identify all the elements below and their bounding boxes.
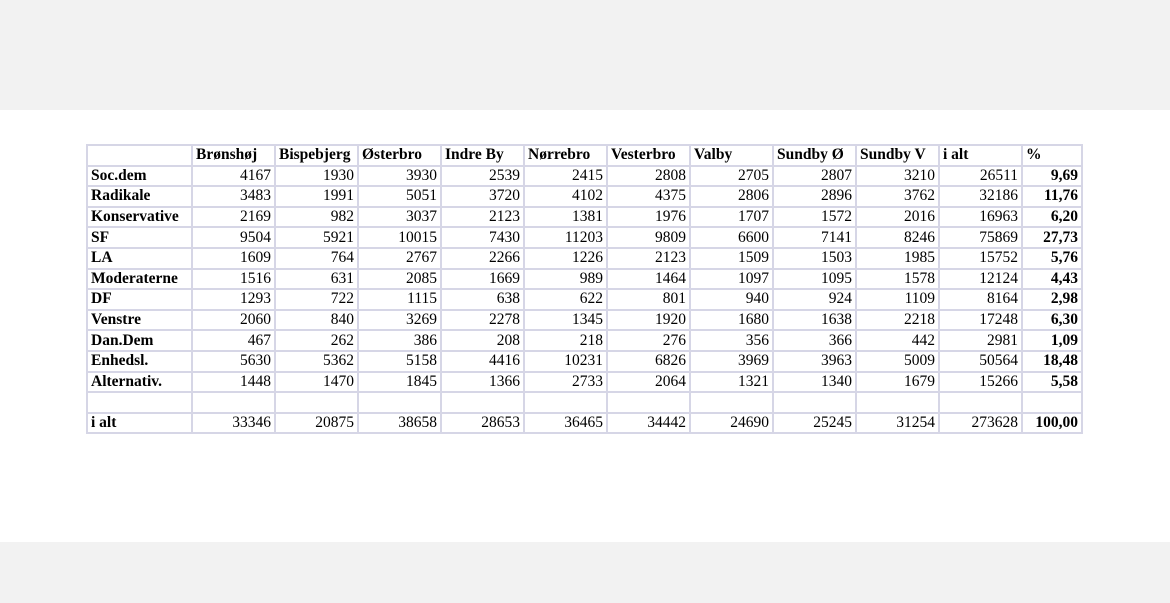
vote-count-cell: 3930: [358, 166, 441, 187]
vote-count-cell: 2123: [607, 248, 690, 269]
vote-count-cell: 924: [773, 289, 856, 310]
vote-count-cell: 50564: [939, 351, 1022, 372]
vote-count-cell: 1095: [773, 269, 856, 290]
row-label: Dan.Dem: [87, 330, 192, 351]
vote-count-cell: 1340: [773, 372, 856, 393]
vote-count-cell: 12124: [939, 269, 1022, 290]
vote-count-cell: 2064: [607, 372, 690, 393]
vote-count-cell: 366: [773, 330, 856, 351]
total-row: [87, 413, 1082, 434]
vote-count-cell: 3963: [773, 351, 856, 372]
column-header: %: [1022, 145, 1082, 166]
vote-count-cell: 36465: [524, 413, 607, 434]
percent-cell: 18,48: [1022, 351, 1082, 372]
vote-count-cell: 38658: [358, 413, 441, 434]
vote-count-cell: 8164: [939, 289, 1022, 310]
vote-count-cell: 32186: [939, 186, 1022, 207]
vote-count-cell: 5009: [856, 351, 939, 372]
table-row: [87, 310, 1082, 331]
vote-count-cell: 24690: [690, 413, 773, 434]
vote-count-cell: 10231: [524, 351, 607, 372]
vote-count-cell: 4102: [524, 186, 607, 207]
vote-count-cell: 1845: [358, 372, 441, 393]
vote-count-cell: 16963: [939, 207, 1022, 228]
vote-count-cell: 3762: [856, 186, 939, 207]
vote-count-cell: 1516: [192, 269, 275, 290]
empty-cell: [192, 392, 275, 413]
vote-count-cell: 2266: [441, 248, 524, 269]
vote-count-cell: 218: [524, 330, 607, 351]
vote-count-cell: 4167: [192, 166, 275, 187]
vote-count-cell: 1097: [690, 269, 773, 290]
row-label: LA: [87, 248, 192, 269]
empty-cell: [773, 392, 856, 413]
vote-count-cell: 20875: [275, 413, 358, 434]
row-label: DF: [87, 289, 192, 310]
vote-count-cell: 25245: [773, 413, 856, 434]
percent-cell: 100,00: [1022, 413, 1082, 434]
table-row: [87, 207, 1082, 228]
vote-count-cell: 940: [690, 289, 773, 310]
vote-count-cell: 1707: [690, 207, 773, 228]
vote-count-cell: 1509: [690, 248, 773, 269]
vote-count-cell: 31254: [856, 413, 939, 434]
percent-cell: 27,73: [1022, 227, 1082, 248]
percent-cell: 6,30: [1022, 310, 1082, 331]
vote-count-cell: 8246: [856, 227, 939, 248]
table-row: [87, 372, 1082, 393]
table-row: [87, 330, 1082, 351]
header-row: [87, 145, 1082, 166]
vote-count-cell: 2705: [690, 166, 773, 187]
table-row: [87, 269, 1082, 290]
vote-count-cell: 1609: [192, 248, 275, 269]
vote-count-cell: 2896: [773, 186, 856, 207]
vote-count-cell: 1345: [524, 310, 607, 331]
vote-count-cell: 5362: [275, 351, 358, 372]
vote-count-cell: 1930: [275, 166, 358, 187]
vote-count-cell: 1381: [524, 207, 607, 228]
vote-count-cell: 33346: [192, 413, 275, 434]
vote-count-cell: 1321: [690, 372, 773, 393]
vote-count-cell: 622: [524, 289, 607, 310]
vote-count-cell: 6826: [607, 351, 690, 372]
percent-cell: 2,98: [1022, 289, 1082, 310]
vote-count-cell: 4375: [607, 186, 690, 207]
column-header: Valby: [690, 145, 773, 166]
empty-cell: [1022, 392, 1082, 413]
vote-count-cell: 2733: [524, 372, 607, 393]
vote-count-cell: 982: [275, 207, 358, 228]
vote-count-cell: 1680: [690, 310, 773, 331]
vote-count-cell: 1679: [856, 372, 939, 393]
vote-count-cell: 5630: [192, 351, 275, 372]
row-label: Soc.dem: [87, 166, 192, 187]
empty-cell: [275, 392, 358, 413]
table-row: [87, 248, 1082, 269]
vote-count-cell: 2808: [607, 166, 690, 187]
vote-count-cell: 2415: [524, 166, 607, 187]
vote-count-cell: 1470: [275, 372, 358, 393]
table-row: [87, 186, 1082, 207]
vote-count-cell: 638: [441, 289, 524, 310]
vote-count-cell: 2767: [358, 248, 441, 269]
column-header: Bispebjerg: [275, 145, 358, 166]
vote-count-cell: 467: [192, 330, 275, 351]
vote-count-cell: 1115: [358, 289, 441, 310]
column-header: Østerbro: [358, 145, 441, 166]
vote-count-cell: 34442: [607, 413, 690, 434]
vote-count-cell: 989: [524, 269, 607, 290]
vote-count-cell: 17248: [939, 310, 1022, 331]
vote-count-cell: 7141: [773, 227, 856, 248]
vote-count-cell: 2085: [358, 269, 441, 290]
vote-count-cell: 1109: [856, 289, 939, 310]
row-label: Enhedsl.: [87, 351, 192, 372]
vote-count-cell: 2278: [441, 310, 524, 331]
row-label: Konservative: [87, 207, 192, 228]
percent-cell: 1,09: [1022, 330, 1082, 351]
vote-count-cell: 3210: [856, 166, 939, 187]
vote-count-cell: 3269: [358, 310, 441, 331]
column-header: Sundby Ø: [773, 145, 856, 166]
vote-count-cell: 2016: [856, 207, 939, 228]
percent-cell: 9,69: [1022, 166, 1082, 187]
row-label: i alt: [87, 413, 192, 434]
empty-cell: [690, 392, 773, 413]
corner-cell: [87, 145, 192, 166]
vote-count-cell: 2060: [192, 310, 275, 331]
vote-count-cell: 2123: [441, 207, 524, 228]
vote-count-cell: 3037: [358, 207, 441, 228]
row-label: Venstre: [87, 310, 192, 331]
vote-count-cell: 2806: [690, 186, 773, 207]
vote-count-cell: 9809: [607, 227, 690, 248]
vote-count-cell: 722: [275, 289, 358, 310]
vote-count-cell: 5921: [275, 227, 358, 248]
vote-count-cell: 273628: [939, 413, 1022, 434]
vote-count-cell: 1638: [773, 310, 856, 331]
vote-count-cell: 3720: [441, 186, 524, 207]
column-header: Nørrebro: [524, 145, 607, 166]
row-label: Radikale: [87, 186, 192, 207]
vote-count-cell: 356: [690, 330, 773, 351]
table-row: [87, 227, 1082, 248]
vote-count-cell: 9504: [192, 227, 275, 248]
column-header: Vesterbro: [607, 145, 690, 166]
row-label: Moderaterne: [87, 269, 192, 290]
vote-count-cell: 1920: [607, 310, 690, 331]
empty-cell: [87, 392, 192, 413]
vote-count-cell: 1572: [773, 207, 856, 228]
vote-count-cell: 15752: [939, 248, 1022, 269]
vote-count-cell: 1503: [773, 248, 856, 269]
table-row: [87, 166, 1082, 187]
vote-count-cell: 2218: [856, 310, 939, 331]
empty-cell: [441, 392, 524, 413]
percent-cell: 4,43: [1022, 269, 1082, 290]
vote-count-cell: 5158: [358, 351, 441, 372]
vote-count-cell: 7430: [441, 227, 524, 248]
vote-count-cell: 2981: [939, 330, 1022, 351]
vote-count-cell: 11203: [524, 227, 607, 248]
vote-count-cell: 1976: [607, 207, 690, 228]
vote-count-cell: 1366: [441, 372, 524, 393]
table-row: [87, 351, 1082, 372]
vote-count-cell: 631: [275, 269, 358, 290]
vote-count-cell: 3483: [192, 186, 275, 207]
empty-cell: [358, 392, 441, 413]
vote-count-cell: 442: [856, 330, 939, 351]
empty-cell: [607, 392, 690, 413]
vote-count-cell: 386: [358, 330, 441, 351]
vote-count-cell: 1991: [275, 186, 358, 207]
column-header: Brønshøj: [192, 145, 275, 166]
vote-count-cell: 1985: [856, 248, 939, 269]
vote-count-cell: 1669: [441, 269, 524, 290]
row-label: Alternativ.: [87, 372, 192, 393]
vote-count-cell: 26511: [939, 166, 1022, 187]
vote-count-cell: 6600: [690, 227, 773, 248]
vote-count-cell: 5051: [358, 186, 441, 207]
vote-count-cell: 10015: [358, 227, 441, 248]
vote-count-cell: 262: [275, 330, 358, 351]
vote-count-cell: 801: [607, 289, 690, 310]
vote-count-cell: 2807: [773, 166, 856, 187]
vote-count-cell: 15266: [939, 372, 1022, 393]
vote-count-cell: 1578: [856, 269, 939, 290]
vote-count-cell: 840: [275, 310, 358, 331]
vote-count-cell: 1226: [524, 248, 607, 269]
empty-row: [87, 392, 1082, 413]
empty-cell: [856, 392, 939, 413]
column-header: Indre By: [441, 145, 524, 166]
percent-cell: 11,76: [1022, 186, 1082, 207]
vote-count-cell: 276: [607, 330, 690, 351]
empty-cell: [524, 392, 607, 413]
document-page: [0, 110, 1170, 542]
election-results-table: [86, 144, 1083, 434]
column-header: i alt: [939, 145, 1022, 166]
vote-count-cell: 1464: [607, 269, 690, 290]
vote-count-cell: 2539: [441, 166, 524, 187]
empty-cell: [939, 392, 1022, 413]
vote-count-cell: 28653: [441, 413, 524, 434]
vote-count-cell: 3969: [690, 351, 773, 372]
vote-count-cell: 4416: [441, 351, 524, 372]
percent-cell: 6,20: [1022, 207, 1082, 228]
vote-count-cell: 1293: [192, 289, 275, 310]
vote-count-cell: 1448: [192, 372, 275, 393]
percent-cell: 5,76: [1022, 248, 1082, 269]
column-header: Sundby V: [856, 145, 939, 166]
row-label: SF: [87, 227, 192, 248]
vote-count-cell: 75869: [939, 227, 1022, 248]
vote-count-cell: 208: [441, 330, 524, 351]
table-row: [87, 289, 1082, 310]
vote-count-cell: 764: [275, 248, 358, 269]
vote-count-cell: 2169: [192, 207, 275, 228]
percent-cell: 5,58: [1022, 372, 1082, 393]
